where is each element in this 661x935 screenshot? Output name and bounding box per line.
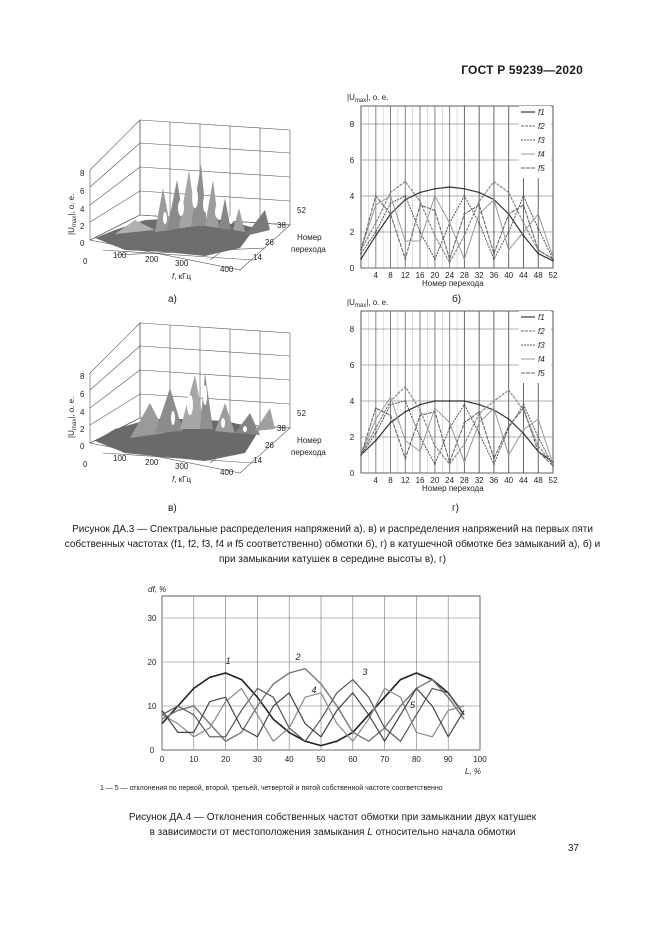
fig-da4-x-tick: 0 bbox=[159, 755, 165, 764]
fig-g-point bbox=[537, 451, 539, 453]
fig-g-legend-item: f3 bbox=[538, 341, 545, 350]
fig-b-ylabel: $|U_{max}|$, о. е. bbox=[347, 93, 389, 104]
fig-g-point bbox=[375, 418, 377, 420]
fig-b-point bbox=[404, 199, 406, 201]
fig-g-legend-item: f5 bbox=[538, 369, 545, 378]
fig-b-point bbox=[508, 231, 510, 233]
fig-da4-curve-label: 5 bbox=[410, 700, 416, 711]
fig-g-point bbox=[508, 454, 510, 456]
fig-g-point bbox=[523, 429, 525, 431]
fig-a-3d-spectrum bbox=[55, 80, 345, 295]
fig-v-label: в) bbox=[168, 503, 177, 514]
fig-b-y-tick: 8 bbox=[349, 120, 355, 129]
fig-da4-y-tick: 10 bbox=[147, 702, 157, 711]
fig-g-point bbox=[404, 458, 406, 460]
fig-b-point bbox=[404, 181, 406, 183]
fig-da4-note: 1 — 5 — отклонения по первой, второй, третьей, четвертой и пятой собственной частоте соответственно bbox=[100, 785, 443, 792]
fig-b-point bbox=[360, 253, 362, 255]
fig-b-point bbox=[390, 202, 392, 204]
fig-b-point bbox=[419, 240, 421, 242]
fig-g-point bbox=[478, 411, 480, 413]
fig-g-x-tick: 4 bbox=[373, 476, 378, 485]
fig-a-xlabel: f, кГц bbox=[172, 272, 192, 281]
fig-da4-y-tick: 30 bbox=[147, 614, 157, 623]
fig-g-point bbox=[434, 445, 436, 447]
fig-g-point bbox=[419, 415, 421, 417]
fig-b-point bbox=[537, 213, 539, 215]
fig-v-zlabel: $|U_{max}|$, о. е. bbox=[67, 396, 78, 438]
fig-v-z-tick: 4 bbox=[80, 408, 85, 417]
fig-g-point bbox=[478, 404, 480, 406]
fig-v-3d-spectrum bbox=[55, 283, 345, 498]
fig-v-z-tick: 2 bbox=[80, 425, 85, 434]
fig-b-label: б) bbox=[452, 294, 462, 305]
fig-v-x-tick: 0 bbox=[83, 460, 88, 469]
fig-g-point bbox=[434, 407, 436, 409]
fig-g-point bbox=[478, 422, 480, 424]
fig-b-point bbox=[375, 195, 377, 197]
fig-b-point bbox=[478, 204, 480, 206]
standard-header: ГОСТ Р 59239—2020 bbox=[461, 63, 583, 77]
fig-g-point bbox=[390, 397, 392, 399]
fig-da4-x-tick: 60 bbox=[348, 755, 358, 764]
fig-b-x-tick: 12 bbox=[400, 271, 410, 280]
fig-g-point bbox=[375, 427, 377, 429]
fig-b-point bbox=[449, 262, 451, 264]
fig-b-x-tick: 32 bbox=[474, 271, 484, 280]
fig-b-point bbox=[523, 195, 525, 197]
caption-da3 bbox=[55, 522, 610, 567]
fig-b-point bbox=[493, 258, 495, 260]
fig-v-x-tick: 400 bbox=[220, 468, 234, 477]
fig-b-point bbox=[419, 201, 421, 203]
fig-b-y-tick: 2 bbox=[349, 228, 355, 237]
fig-g-x-tick: 40 bbox=[504, 476, 514, 485]
fig-v-depth-label: перехода bbox=[291, 448, 326, 457]
fig-g-point bbox=[404, 386, 406, 388]
fig-b-point bbox=[404, 195, 406, 197]
fig-a-zlabel: $|U_{max}|$, о. е. bbox=[67, 193, 78, 235]
fig-b-point bbox=[537, 228, 539, 230]
fig-v-surface bbox=[95, 373, 275, 461]
fig-g-y-tick: 8 bbox=[349, 325, 355, 334]
fig-g-point bbox=[478, 433, 480, 435]
fig-b-point bbox=[434, 210, 436, 212]
fig-g-point bbox=[404, 411, 406, 413]
fig-b-point bbox=[434, 235, 436, 237]
fig-b-legend-item: f4 bbox=[538, 150, 545, 159]
page-number: 37 bbox=[567, 843, 579, 854]
fig-b-point bbox=[463, 235, 465, 237]
fig-b-point bbox=[552, 260, 554, 262]
fig-b-y-tick: 4 bbox=[349, 192, 355, 201]
fig-b-point bbox=[434, 258, 436, 260]
fig-b-point bbox=[360, 249, 362, 251]
fig-da4-x-tick: 20 bbox=[221, 755, 231, 764]
fig-g-point bbox=[434, 411, 436, 413]
fig-g-legend-item: f2 bbox=[538, 327, 545, 336]
fig-da4-x-tick: 70 bbox=[380, 755, 390, 764]
fig-da4-curve-label: 1 bbox=[225, 656, 231, 667]
fig-da4-curve-label: 3 bbox=[362, 667, 368, 678]
fig-b-legend-item: f1 bbox=[538, 108, 545, 117]
fig-a-depth-tick: 14 bbox=[253, 253, 262, 262]
fig-g-y-tick: 0 bbox=[349, 469, 355, 478]
fig-g-point bbox=[375, 407, 377, 409]
fig-g-y-tick: 4 bbox=[349, 397, 355, 406]
fig-g-point bbox=[419, 451, 421, 453]
fig-b-point bbox=[493, 199, 495, 201]
fig-g-line-chart bbox=[325, 293, 570, 498]
fig-g-point bbox=[404, 440, 406, 442]
fig-g-point bbox=[463, 400, 465, 402]
fig-b-point bbox=[508, 213, 510, 215]
fig-a-x-tick: 400 bbox=[220, 265, 234, 274]
fig-da4-xlabel: L, % bbox=[465, 767, 482, 776]
fig-g-y-tick: 2 bbox=[349, 433, 355, 442]
fig-b-point bbox=[434, 195, 436, 197]
fig-b-point bbox=[493, 253, 495, 255]
fig-b-point bbox=[404, 240, 406, 242]
fig-g-x-tick: 8 bbox=[388, 476, 393, 485]
fig-da4-x-tick: 10 bbox=[189, 755, 199, 764]
fig-a-z-tick: 4 bbox=[80, 205, 85, 214]
fig-b-x-tick: 52 bbox=[548, 271, 558, 280]
fig-g-point bbox=[449, 427, 451, 429]
fig-g-point bbox=[390, 415, 392, 417]
fig-b-point bbox=[523, 222, 525, 224]
fig-b-point bbox=[404, 258, 406, 260]
caption-da4-line: в зависимости от местоположения замыкания L относительно начала обмотки bbox=[149, 827, 516, 838]
fig-g-point bbox=[434, 463, 436, 465]
fig-v-x-tick: 200 bbox=[145, 458, 159, 467]
fig-b-point bbox=[478, 201, 480, 203]
fig-b-point bbox=[523, 204, 525, 206]
fig-v-depth-tick: 26 bbox=[265, 441, 274, 450]
fig-a-z-tick: 6 bbox=[80, 187, 85, 196]
fig-da4-x-tick: 80 bbox=[411, 755, 421, 764]
fig-g-point bbox=[375, 433, 377, 435]
fig-a-depth-tick: 38 bbox=[277, 221, 286, 230]
fig-b-point bbox=[493, 181, 495, 183]
fig-a-z-tick: 2 bbox=[80, 222, 85, 231]
fig-g-point bbox=[493, 463, 495, 465]
fig-b-legend-item: f5 bbox=[538, 164, 545, 173]
fig-g-x-tick: 20 bbox=[430, 476, 440, 485]
fig-a-depth-label: Номер bbox=[297, 233, 322, 242]
fig-da4-x-tick: 50 bbox=[316, 755, 326, 764]
fig-a-x-tick: 0 bbox=[83, 257, 88, 266]
fig-b-point bbox=[508, 192, 510, 194]
fig-b-y-tick: 6 bbox=[349, 156, 355, 165]
fig-g-x-tick: 28 bbox=[459, 476, 469, 485]
fig-b-point bbox=[552, 258, 554, 260]
fig-g-point bbox=[508, 389, 510, 391]
fig-b-x-tick: 36 bbox=[489, 271, 499, 280]
fig-a-x-tick: 100 bbox=[113, 251, 127, 260]
fig-b-point bbox=[523, 235, 525, 237]
fig-b-point bbox=[449, 258, 451, 260]
fig-da4-x-tick: 30 bbox=[252, 755, 262, 764]
fig-b-x-tick: 4 bbox=[373, 271, 378, 280]
fig-b-point bbox=[449, 186, 451, 188]
fig-g-label: г) bbox=[452, 503, 459, 514]
fig-da4-x-tick: 100 bbox=[473, 755, 487, 764]
fig-g-point bbox=[449, 400, 451, 402]
fig-g-point bbox=[537, 445, 539, 447]
fig-v-depth-label: Номер bbox=[297, 436, 322, 445]
fig-b-x-tick: 44 bbox=[519, 271, 528, 280]
fig-b-x-tick: 20 bbox=[430, 271, 440, 280]
fig-da4-ylabel: df, % bbox=[148, 585, 167, 594]
fig-b-point bbox=[478, 213, 480, 215]
fig-b-point bbox=[523, 231, 525, 233]
fig-g-point bbox=[537, 436, 539, 438]
fig-b-x-tick: 16 bbox=[415, 271, 425, 280]
fig-g-point bbox=[463, 422, 465, 424]
fig-a-depth-tick: 26 bbox=[265, 238, 274, 247]
fig-b-point bbox=[375, 222, 377, 224]
fig-a-x-tick: 200 bbox=[145, 255, 159, 264]
fig-v-depth-tick: 38 bbox=[277, 424, 286, 433]
fig-g-point bbox=[449, 463, 451, 465]
fig-g-point bbox=[419, 436, 421, 438]
fig-g-point bbox=[449, 422, 451, 424]
fig-b-x-tick: 40 bbox=[504, 271, 514, 280]
fig-g-point bbox=[375, 440, 377, 442]
fig-b-point bbox=[390, 195, 392, 197]
fig-b-legend-bg bbox=[519, 106, 551, 178]
fig-v-x-tick: 300 bbox=[175, 462, 189, 471]
fig-a-z-tick: 0 bbox=[80, 239, 85, 248]
fig-g-point bbox=[463, 404, 465, 406]
fig-b-y-tick: 0 bbox=[349, 264, 355, 273]
fig-g-x-tick: 24 bbox=[445, 476, 455, 485]
fig-b-point bbox=[375, 235, 377, 237]
fig-da4-curve-label: 4 bbox=[311, 684, 317, 695]
fig-da4-x-tick: 40 bbox=[284, 755, 294, 764]
fig-g-point bbox=[390, 422, 392, 424]
fig-g-point bbox=[463, 443, 465, 445]
fig-g-point bbox=[552, 465, 554, 467]
fig-g-x-tick: 32 bbox=[474, 476, 484, 485]
fig-g-x-tick: 52 bbox=[548, 476, 558, 485]
fig-g-ylabel: $|U_{max}|$, о. е. bbox=[347, 298, 389, 309]
fig-v-depth-tick: 14 bbox=[253, 456, 262, 465]
fig-g-y-tick: 6 bbox=[349, 361, 355, 370]
fig-da4-y-tick: 20 bbox=[147, 658, 157, 667]
fig-b-point bbox=[419, 204, 421, 206]
fig-da4-line-chart bbox=[128, 578, 503, 780]
fig-b-legend-item: f3 bbox=[538, 136, 545, 145]
fig-a-x-tick: 300 bbox=[175, 259, 189, 268]
fig-g-point bbox=[419, 409, 421, 411]
fig-v-z-tick: 0 bbox=[80, 442, 85, 451]
caption-da4-line: Рисунок ДА.4 — Отклонения собственных частот обмотки при замыкании двух катушек bbox=[128, 812, 537, 823]
fig-g-x-tick: 44 bbox=[519, 476, 528, 485]
fig-b-point bbox=[375, 231, 377, 233]
fig-b-point bbox=[463, 195, 465, 197]
fig-b-point bbox=[508, 249, 510, 251]
fig-g-point bbox=[390, 404, 392, 406]
fig-g-x-tick: 16 bbox=[415, 476, 425, 485]
fig-g-point bbox=[537, 418, 539, 420]
fig-g-x-tick: 48 bbox=[533, 476, 543, 485]
fig-a-z-tick: 8 bbox=[80, 169, 85, 178]
fig-b-point bbox=[478, 192, 480, 194]
caption-da3-line: Рисунок ДА.3 — Спектральные распределения напряжений а), в) и распределения напряжений на первых пяти bbox=[72, 524, 593, 535]
fig-b-x-tick: 48 bbox=[533, 271, 543, 280]
fig-g-x-tick: 36 bbox=[489, 476, 499, 485]
caption-da3-line: при замыкании катушек в середине высоты в), г) bbox=[218, 554, 447, 565]
fig-a-label: а) bbox=[168, 294, 177, 305]
fig-g-legend-item: f1 bbox=[538, 313, 545, 322]
fig-g-point bbox=[493, 458, 495, 460]
fig-b-point bbox=[390, 213, 392, 215]
fig-g-point bbox=[493, 400, 495, 402]
fig-b-point bbox=[375, 204, 377, 206]
fig-b-point bbox=[360, 258, 362, 260]
fig-b-point bbox=[537, 249, 539, 251]
fig-b-point bbox=[552, 256, 554, 258]
fig-g-point bbox=[360, 454, 362, 456]
fig-v-x-tick: 100 bbox=[113, 454, 127, 463]
fig-g-point bbox=[493, 407, 495, 409]
fig-b-point bbox=[449, 222, 451, 224]
fig-g-point bbox=[508, 418, 510, 420]
fig-b-point bbox=[463, 188, 465, 190]
fig-da4-curve-label: 2 bbox=[295, 651, 301, 662]
fig-g-point bbox=[508, 425, 510, 427]
fig-b-point bbox=[434, 188, 436, 190]
fig-b-point bbox=[463, 258, 465, 260]
fig-b-point bbox=[390, 192, 392, 194]
fig-g-point bbox=[434, 400, 436, 402]
fig-g-point bbox=[523, 407, 525, 409]
fig-g-xlabel: Номер перехода bbox=[422, 484, 484, 493]
fig-b-x-tick: 28 bbox=[459, 271, 469, 280]
fig-g-point bbox=[419, 404, 421, 406]
caption-da3-line: собственных частотах (f1, f2, f3, f4 и f5 соответственно) обмотки б), г) в катушечной обмотке без замыканий а), б) и bbox=[64, 539, 601, 550]
fig-g-point bbox=[404, 400, 406, 402]
fig-b-point bbox=[419, 192, 421, 194]
fig-v-z-tick: 6 bbox=[80, 390, 85, 399]
fig-da4-y-tick: 0 bbox=[149, 746, 155, 755]
fig-g-point bbox=[523, 433, 525, 435]
fig-g-point bbox=[523, 404, 525, 406]
fig-g-point bbox=[463, 461, 465, 463]
fig-g-legend-bg bbox=[519, 311, 551, 383]
fig-b-x-tick: 8 bbox=[388, 271, 393, 280]
fig-g-legend-item: f4 bbox=[538, 355, 545, 364]
caption-da4 bbox=[55, 810, 610, 840]
fig-a-surface bbox=[95, 164, 270, 256]
fig-b-x-tick: 24 bbox=[445, 271, 455, 280]
fig-b-point bbox=[537, 253, 539, 255]
fig-b-point bbox=[463, 213, 465, 215]
fig-v-xlabel: f, кГц bbox=[172, 475, 192, 484]
fig-b-point bbox=[478, 222, 480, 224]
fig-a-depth-tick: 52 bbox=[297, 206, 306, 215]
fig-g-point bbox=[449, 461, 451, 463]
fig-da4-x-tick: 90 bbox=[443, 755, 453, 764]
fig-b-line-chart bbox=[325, 88, 570, 293]
fig-v-z-tick: 8 bbox=[80, 372, 85, 381]
fig-b-xlabel: Номер перехода bbox=[422, 279, 484, 288]
fig-b-point bbox=[419, 231, 421, 233]
fig-a-depth-label: перехода bbox=[291, 245, 326, 254]
fig-g-x-tick: 12 bbox=[400, 476, 410, 485]
fig-b-legend-item: f2 bbox=[538, 122, 545, 131]
fig-v-depth-tick: 52 bbox=[297, 409, 306, 418]
